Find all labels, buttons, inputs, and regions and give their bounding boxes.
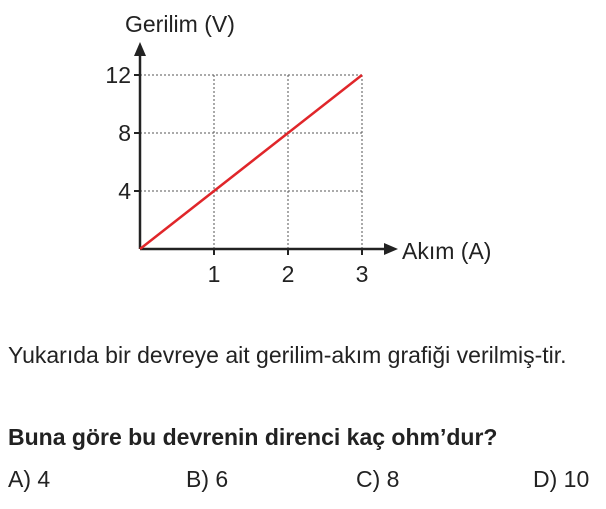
y-tick-label-2: 12 <box>105 62 131 88</box>
option-a[interactable]: A) 4 <box>8 466 51 492</box>
x-tick-label-1: 2 <box>281 261 295 287</box>
x-tick-label-0: 1 <box>207 261 221 287</box>
option-d[interactable]: D) 10 <box>533 466 590 492</box>
option-b[interactable]: B) 6 <box>186 466 229 492</box>
question-prompt: Buna göre bu devrenin direnci kaç ohm’dur? <box>8 424 498 450</box>
x-axis-arrow-icon <box>384 243 398 255</box>
y-tick-label-1: 8 <box>118 120 131 146</box>
option-c[interactable]: C) 8 <box>356 466 400 492</box>
x-tick-label-2: 3 <box>355 261 369 287</box>
y-tick-label-0: 4 <box>118 178 131 204</box>
x-axis-label: Akım (A) <box>402 238 492 264</box>
question-text: Yukarıda bir devreye ait gerilim-akım grafiği verilmiş-tir. <box>8 342 567 368</box>
y-axis-arrow-icon <box>134 42 146 56</box>
y-axis-label: Gerilim (V) <box>125 11 235 37</box>
series-line-0 <box>140 75 362 249</box>
series <box>140 75 362 249</box>
